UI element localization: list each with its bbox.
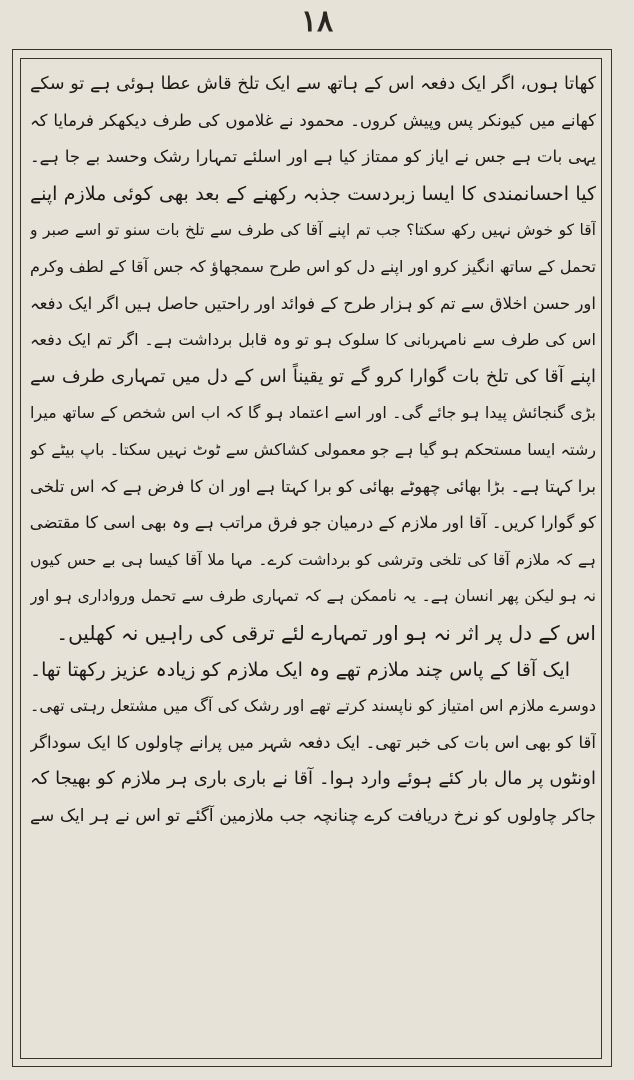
text-line: یہی بات ہے جس نے ایاز کو ممتاز کیا ہے اور اسلئے تمہارا رشک وحسد بے جا ہے۔ bbox=[30, 147, 596, 167]
text-line: ہے کہ ملازم آقا کی تلخی وترشی کو برداشت کرے۔ مہا ملا آقا کیسا ہی بے حس کیوں bbox=[30, 550, 596, 569]
text-line: اس کے دل پر اثر نہ ہو اور تمہارے لئے ترقی کی راہیں نہ کھلیں۔ bbox=[56, 620, 596, 645]
text-line: اور حسن اخلاق سے تم کو ہزار طرح کے فوائد اور راحتیں حاصل ہیں اگر ایک دفعہ bbox=[30, 293, 596, 313]
text-body bbox=[30, 66, 596, 834]
text-line: جاکر چاولوں کو نرخ دریافت کرے چنانچہ جب ملازمین آگئے تو اس نے ہر ایک سے bbox=[30, 805, 596, 826]
text-line: بڑی گنجائش پیدا ہو جائے گی۔ اور اسے اعتماد ہو گا کہ اب اس شخص کے ساتھ میرا bbox=[30, 403, 596, 423]
text-line: تحمل کے ساتھ انگیز کرو اور اپنے دل کو اس طرح سمجھاؤ کہ جس آقا کے لطف وکرم bbox=[30, 256, 596, 276]
text-line: اس کی طرف سے نامہربانی کا سلوک ہو تو وہ قابل برداشت ہے۔ اگر تم ایک دفعہ bbox=[30, 330, 596, 350]
text-line: کو گوارا کریں۔ آقا اور ملازم کے درمیان جو فرق مراتب ہے وہ بھی اسی کا مقتضی bbox=[30, 513, 596, 533]
text-line: کھاتا ہوں، اگر ایک دفعہ اس کے ہاتھ سے ایک تلخ قاش عطا ہوئی ہے تو سکے bbox=[30, 74, 596, 94]
page-number: ۱۸ bbox=[300, 4, 334, 39]
text-line: ایک آقا کے پاس چند ملازم تھے وہ ایک ملازم کو زیادہ عزیز رکھتا تھا۔ bbox=[30, 658, 570, 681]
text-line: اونٹوں پر مال بار کئے ہوئے وارد ہوا۔ آقا نے باری باری ہر ملازم کو بھیجا کہ bbox=[30, 768, 596, 790]
text-line: رشتہ ایسا مستحکم ہو گیا ہے جو معمولی کشاکش سے ٹوٹ نہیں سکتا۔ باپ بیٹے کو bbox=[30, 439, 596, 459]
text-line: کیا احسانمندی کا ایسا زبردست جذبہ رکھنے کے بعد بھی کوئی ملازم اپنے bbox=[30, 182, 596, 205]
text-line: آقا کو بھی اس بات کی خبر تھی۔ ایک دفعہ شہر میں پرانے چاولوں کا ایک سوداگر bbox=[30, 732, 596, 752]
text-line: اپنے آقا کی تلخ بات گوارا کرو گے تو یقیناً اس کے دل میں تمہاری طرف سے bbox=[30, 365, 596, 387]
text-line: کھانے میں کیونکر پس وپیش کروں۔ محمود نے غلاموں کی طرف دیکھکر فرمایا کہ bbox=[30, 110, 596, 130]
text-line: نہ ہو لیکن پھر انسان ہے۔ یہ ناممکن ہے کہ تمہاری طرف سے تحمل ورواداری ہو اور bbox=[30, 587, 596, 606]
text-line: برا کہتا ہے۔ بڑا بھائی چھوٹے بھائی کو برا کہتا ہے اور ان کا فرض ہے کہ اس تلخی bbox=[30, 476, 596, 496]
text-line: آقا کو خوش نہیں رکھ سکتا؟ جب تم اپنے آقا کی طرف سے تلخ بات سنو تو اسے صبر و bbox=[30, 221, 596, 240]
text-line: دوسرے ملازم اس امتیاز کو ناپسند کرتے تھے اور رشک کی آگ میں مشتعل رہتی تھی۔ bbox=[30, 696, 596, 716]
